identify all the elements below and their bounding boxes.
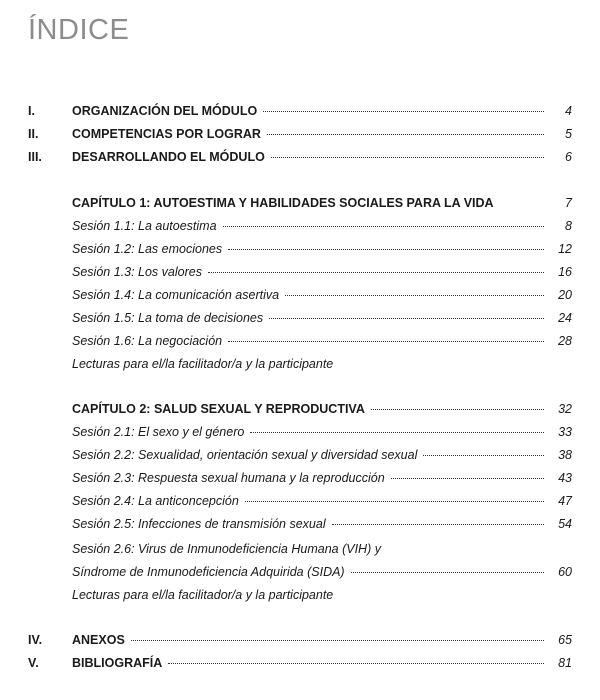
page-number: 24 [558, 311, 572, 325]
toc-entry-sesion-2-5[interactable] [0, 514, 600, 534]
dot-leader [131, 640, 544, 641]
toc-label: Lecturas para el/la facilitador/a y la participante [72, 588, 334, 602]
toc-entry-sesion-2-6[interactable] [0, 539, 600, 559]
page-number: 5 [565, 127, 572, 141]
page-number: 4 [565, 104, 572, 118]
toc-label: Sesión 2.4: La anticoncepción [72, 494, 239, 508]
toc-label: Sesión 1.6: La negociación [72, 334, 223, 348]
roman-numeral: III. [28, 150, 42, 164]
toc-label: COMPETENCIAS POR LOGRAR [72, 127, 261, 141]
toc-label: Lecturas para el/la facilitador/a y la participante [72, 357, 334, 371]
page-number: 33 [558, 425, 572, 439]
dot-leader [223, 226, 544, 227]
toc-entry-sesion-1-6[interactable] [0, 331, 600, 351]
toc-label: Síndrome de Inmunodeficiencia Adquirida (SIDA) [72, 565, 345, 579]
toc-label: Sesión 1.5: La toma de decisiones [72, 311, 264, 325]
toc-label: Sesión 2.5: Infecciones de transmisión sexual [72, 517, 326, 531]
page-number: 8 [565, 219, 572, 233]
toc-entry-sesion-2-4[interactable] [0, 491, 600, 511]
page-number: 43 [558, 471, 572, 485]
toc-entry-sesion-2-6-cont[interactable] [0, 562, 600, 582]
toc-label: ANEXOS [72, 633, 125, 647]
dot-leader [263, 111, 544, 112]
dot-leader [285, 295, 544, 296]
page-number: 6 [565, 150, 572, 164]
toc-label: ORGANIZACIÓN DEL MÓDULO [72, 104, 258, 118]
page-number: 38 [558, 448, 572, 462]
dot-leader [332, 524, 544, 525]
toc-label: DESARROLLANDO EL MÓDULO [72, 150, 265, 164]
toc-label: Sesión 1.2: Las emociones [72, 242, 223, 256]
page-number: 47 [558, 494, 572, 508]
toc-entry-sesion-2-3[interactable] [0, 468, 600, 488]
toc-entry-organizacion[interactable] [0, 101, 600, 121]
toc-entry-anexos[interactable] [0, 630, 600, 650]
toc-entry-sesion-1-2[interactable] [0, 239, 600, 259]
dot-leader [269, 318, 544, 319]
toc-label: CAPÍTULO 1: AUTOESTIMA Y HABILIDADES SOCIALES PARA LA VIDA [72, 196, 494, 210]
page-number: 20 [558, 288, 572, 302]
page-title: ÍNDICE [28, 14, 130, 46]
toc-label: Sesión 1.1: La autoestima [72, 219, 217, 233]
roman-numeral: V. [28, 656, 39, 670]
toc-entry-capitulo-2[interactable] [0, 399, 600, 419]
toc-label: Sesión 2.1: El sexo y el género [72, 425, 245, 439]
dot-leader [245, 501, 544, 502]
dot-leader [168, 663, 544, 664]
toc-entry-sesion-1-3[interactable] [0, 262, 600, 282]
page-number: 81 [558, 656, 572, 670]
roman-numeral: I. [28, 104, 35, 118]
dot-leader [371, 409, 544, 410]
page-number: 65 [558, 633, 572, 647]
page-number: 60 [558, 565, 572, 579]
toc-label: BIBLIOGRAFÍA [72, 656, 163, 670]
toc-label: CAPÍTULO 2: SALUD SEXUAL Y REPRODUCTIVA [72, 402, 365, 416]
toc-label: Sesión 2.2: Sexualidad, orientación sexual y diversidad sexual [72, 448, 418, 462]
toc-entry-bibliografia[interactable] [0, 653, 600, 673]
dot-leader [228, 341, 544, 342]
toc-label: Sesión 2.6: Virus de Inmunodeficiencia Humana (VIH) y [72, 542, 381, 556]
page-number: 54 [558, 517, 572, 531]
toc-label: Sesión 1.4: La comunicación asertiva [72, 288, 280, 302]
dot-leader [271, 157, 544, 158]
page-number: 7 [565, 196, 572, 210]
dot-leader [250, 432, 544, 433]
toc-label: Sesión 2.3: Respuesta sexual humana y la reproducción [72, 471, 385, 485]
roman-numeral: II. [28, 127, 39, 141]
toc-label: Sesión 1.3: Los valores [72, 265, 202, 279]
dot-leader [267, 134, 544, 135]
dot-leader [391, 478, 544, 479]
dot-leader [423, 455, 544, 456]
toc-entry-lecturas-1[interactable] [0, 354, 600, 374]
page-number: 28 [558, 334, 572, 348]
toc-entry-competencias[interactable] [0, 124, 600, 144]
toc-entry-desarrollando[interactable] [0, 147, 600, 167]
dot-leader [351, 572, 544, 573]
toc-entry-lecturas-2[interactable] [0, 585, 600, 605]
toc-entry-sesion-1-5[interactable] [0, 308, 600, 328]
page-number: 16 [558, 265, 572, 279]
toc-entry-sesion-2-1[interactable] [0, 422, 600, 442]
toc-entry-capitulo-1[interactable] [0, 193, 600, 213]
toc-entry-sesion-1-1[interactable] [0, 216, 600, 236]
dot-leader [208, 272, 544, 273]
toc-entry-sesion-1-4[interactable] [0, 285, 600, 305]
toc-entry-sesion-2-2[interactable] [0, 445, 600, 465]
page-number: 32 [558, 402, 572, 416]
roman-numeral: IV. [28, 633, 43, 647]
page-number: 12 [558, 242, 572, 256]
dot-leader [228, 249, 544, 250]
